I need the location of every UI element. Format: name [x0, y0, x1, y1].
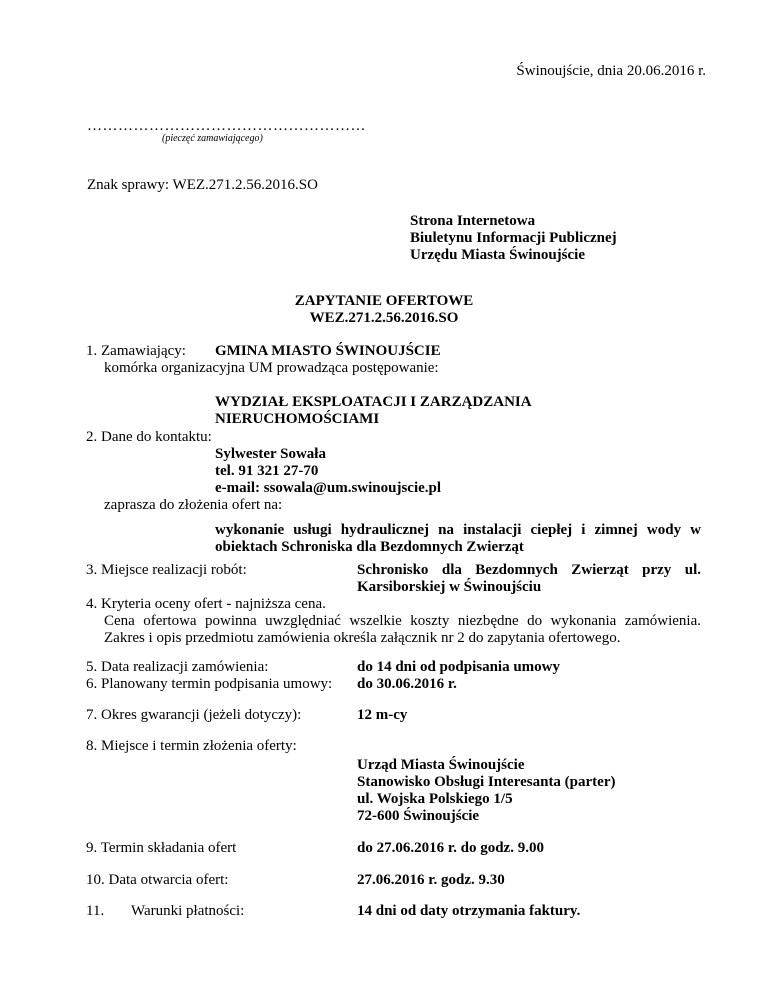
section-1-value: GMINA MIASTO ŚWINOUJŚCIE	[215, 343, 441, 359]
section-6-label: 6. Planowany termin podpisania umowy:	[86, 676, 333, 692]
section-7-label: 7. Okres gwarancji (jeżeli dotyczy):	[86, 707, 302, 723]
stamp-caption: (pieczęć zamawiającego)	[162, 133, 263, 144]
document-title-ref: WEZ.271.2.56.2016.SO	[309, 310, 459, 326]
section-6-value: do 30.06.2016 r.	[357, 676, 457, 692]
contact-name: Sylwester Sowała	[215, 446, 326, 462]
section-4-line-3: Zakres i opis przedmiotu zamówienia określa załącznik nr 2 do zapytania ofertowego.	[104, 630, 621, 646]
section-2-label: 2. Dane do kontaktu:	[86, 429, 212, 445]
section-9-value: do 27.06.2016 r. do godz. 9.00	[357, 840, 544, 856]
section-1-unit-line-2: NIERUCHOMOŚCIAMI	[215, 411, 380, 427]
office-address-line-4: 72-600 Świnoujście	[357, 808, 480, 824]
section-8-label: 8. Miejsce i termin złożenia oferty:	[86, 738, 297, 754]
section-3-label: 3. Miejsce realizacji robót:	[86, 562, 247, 578]
document-title: ZAPYTANIE OFERTOWE	[294, 293, 474, 309]
section-5-label: 5. Data realizacji zamówienia:	[86, 659, 269, 675]
recipient-line-1: Strona Internetowa	[410, 213, 536, 229]
subject-line-2: obiektach Schroniska dla Bezdomnych Zwierząt	[215, 539, 524, 555]
place-date: Świnoujście, dnia 20.06.2016 r.	[516, 63, 706, 79]
contact-phone: tel. 91 321 27-70	[215, 463, 319, 479]
contact-email: e-mail: ssowala@um.swinoujscie.pl	[215, 480, 442, 496]
section-10-value: 27.06.2016 r. godz. 9.30	[357, 872, 505, 888]
case-reference: Znak sprawy: WEZ.271.2.56.2016.SO	[87, 177, 318, 193]
section-11-label: Warunki płatności:	[131, 903, 245, 919]
invite-text: zaprasza do złożenia ofert na:	[104, 497, 283, 513]
section-11-number: 11.	[86, 903, 105, 919]
section-4-line-2: Cena ofertowa powinna uwzględniać wszelkie koszty niezbędne do wykonania zamówienia.	[104, 613, 701, 629]
recipient-line-2: Biuletynu Informacji Publicznej	[410, 230, 617, 246]
section-10-label: 10. Data otwarcia ofert:	[86, 872, 229, 888]
section-9-label: 9. Termin składania ofert	[86, 840, 237, 856]
recipient-line-3: Urzędu Miasta Świnoujście	[410, 247, 585, 263]
section-3-value-line-1: Schronisko dla Bezdomnych Zwierząt przy ul.	[357, 562, 701, 578]
section-5-value: do 14 dni od podpisania umowy	[357, 659, 560, 675]
stamp-dots: ………………………………………………	[87, 118, 366, 134]
section-1-unit-label: komórka organizacyjna UM prowadząca postępowanie:	[104, 360, 439, 376]
subject-line-1: wykonanie usługi hydraulicznej na instalacji ciepłej i zimnej wody w	[215, 522, 701, 538]
office-address-line-1: Urząd Miasta Świnoujście	[357, 757, 525, 773]
section-1-label: 1. Zamawiający:	[86, 343, 186, 359]
office-address-line-3: ul. Wojska Polskiego 1/5	[357, 791, 513, 807]
section-7-value: 12 m-cy	[357, 707, 408, 723]
office-address-line-2: Stanowisko Obsługi Interesanta (parter)	[357, 774, 616, 790]
section-11-value: 14 dni od daty otrzymania faktury.	[357, 903, 581, 919]
section-1-unit-line-1: WYDZIAŁ EKSPLOATACJI I ZARZĄDZANIA	[215, 394, 532, 410]
section-4-label: 4. Kryteria oceny ofert - najniższa cena.	[86, 596, 326, 612]
section-3-value-line-2: Karsiborskiej w Świnoujściu	[357, 579, 542, 595]
